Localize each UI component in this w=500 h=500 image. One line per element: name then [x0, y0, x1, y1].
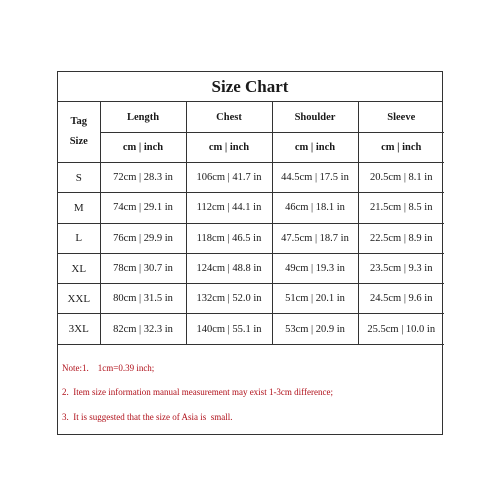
sleeve-header: Sleeve — [358, 102, 444, 133]
table-row — [58, 253, 444, 283]
chest-cell: 118cm | 46.5 in — [186, 223, 272, 253]
chest-cell: 124cm | 48.8 in — [186, 253, 272, 283]
table-row — [58, 223, 444, 253]
size-cell: S — [58, 163, 100, 193]
size-cell: L — [58, 223, 100, 253]
table-row — [58, 163, 444, 193]
shoulder-cell: 44.5cm | 17.5 in — [272, 163, 358, 193]
header-row — [58, 102, 444, 133]
sleeve-cell: 22.5cm | 8.9 in — [358, 223, 444, 253]
table-row — [58, 284, 444, 314]
size-label: Size — [69, 136, 88, 147]
unit-cell: cm | inch — [186, 133, 272, 163]
notes-section — [58, 346, 442, 436]
length-cell: 74cm | 29.1 in — [100, 193, 186, 223]
size-cell: M — [58, 193, 100, 223]
length-cell: 78cm | 30.7 in — [100, 253, 186, 283]
sleeve-cell: 23.5cm | 9.3 in — [358, 253, 444, 283]
size-table — [58, 102, 444, 345]
shoulder-cell: 53cm | 20.9 in — [272, 314, 358, 344]
unit-cell: cm | inch — [358, 133, 444, 163]
chest-cell: 140cm | 55.1 in — [186, 314, 272, 344]
length-cell: 80cm | 31.5 in — [100, 284, 186, 314]
tag-size-header — [58, 102, 100, 163]
sleeve-cell: 21.5cm | 8.5 in — [358, 193, 444, 223]
unit-cell: cm | inch — [100, 133, 186, 163]
shoulder-cell: 47.5cm | 18.7 in — [272, 223, 358, 253]
chest-header: Chest — [186, 102, 272, 133]
chest-cell: 112cm | 44.1 in — [186, 193, 272, 223]
chest-cell: 132cm | 52.0 in — [186, 284, 272, 314]
shoulder-cell: 51cm | 20.1 in — [272, 284, 358, 314]
note-2: 2. Item size information manual measurement may exist 1-3cm difference; — [62, 387, 333, 397]
table-row — [58, 193, 444, 223]
size-chart — [57, 71, 443, 435]
sleeve-cell: 24.5cm | 9.6 in — [358, 284, 444, 314]
chest-cell: 106cm | 41.7 in — [186, 163, 272, 193]
sleeve-cell: 25.5cm | 10.0 in — [358, 314, 444, 344]
length-cell: 72cm | 28.3 in — [100, 163, 186, 193]
tag-label: Tag — [70, 116, 88, 127]
shoulder-header: Shoulder — [272, 102, 358, 133]
length-header: Length — [100, 102, 186, 133]
table-row — [58, 314, 444, 344]
size-cell: XXL — [58, 284, 100, 314]
shoulder-cell: 46cm | 18.1 in — [272, 193, 358, 223]
shoulder-cell: 49cm | 19.3 in — [272, 253, 358, 283]
sleeve-cell: 20.5cm | 8.1 in — [358, 163, 444, 193]
note-3: 3. It is suggested that the size of Asia is small. — [62, 412, 233, 422]
length-cell: 76cm | 29.9 in — [100, 223, 186, 253]
size-cell: 3XL — [58, 314, 100, 344]
length-cell: 82cm | 32.3 in — [100, 314, 186, 344]
unit-row — [58, 133, 444, 163]
unit-cell: cm | inch — [272, 133, 358, 163]
note-1: Note:1. 1cm=0.39 inch; — [62, 363, 155, 373]
size-cell: XL — [58, 253, 100, 283]
chart-title: Size Chart — [58, 72, 442, 102]
